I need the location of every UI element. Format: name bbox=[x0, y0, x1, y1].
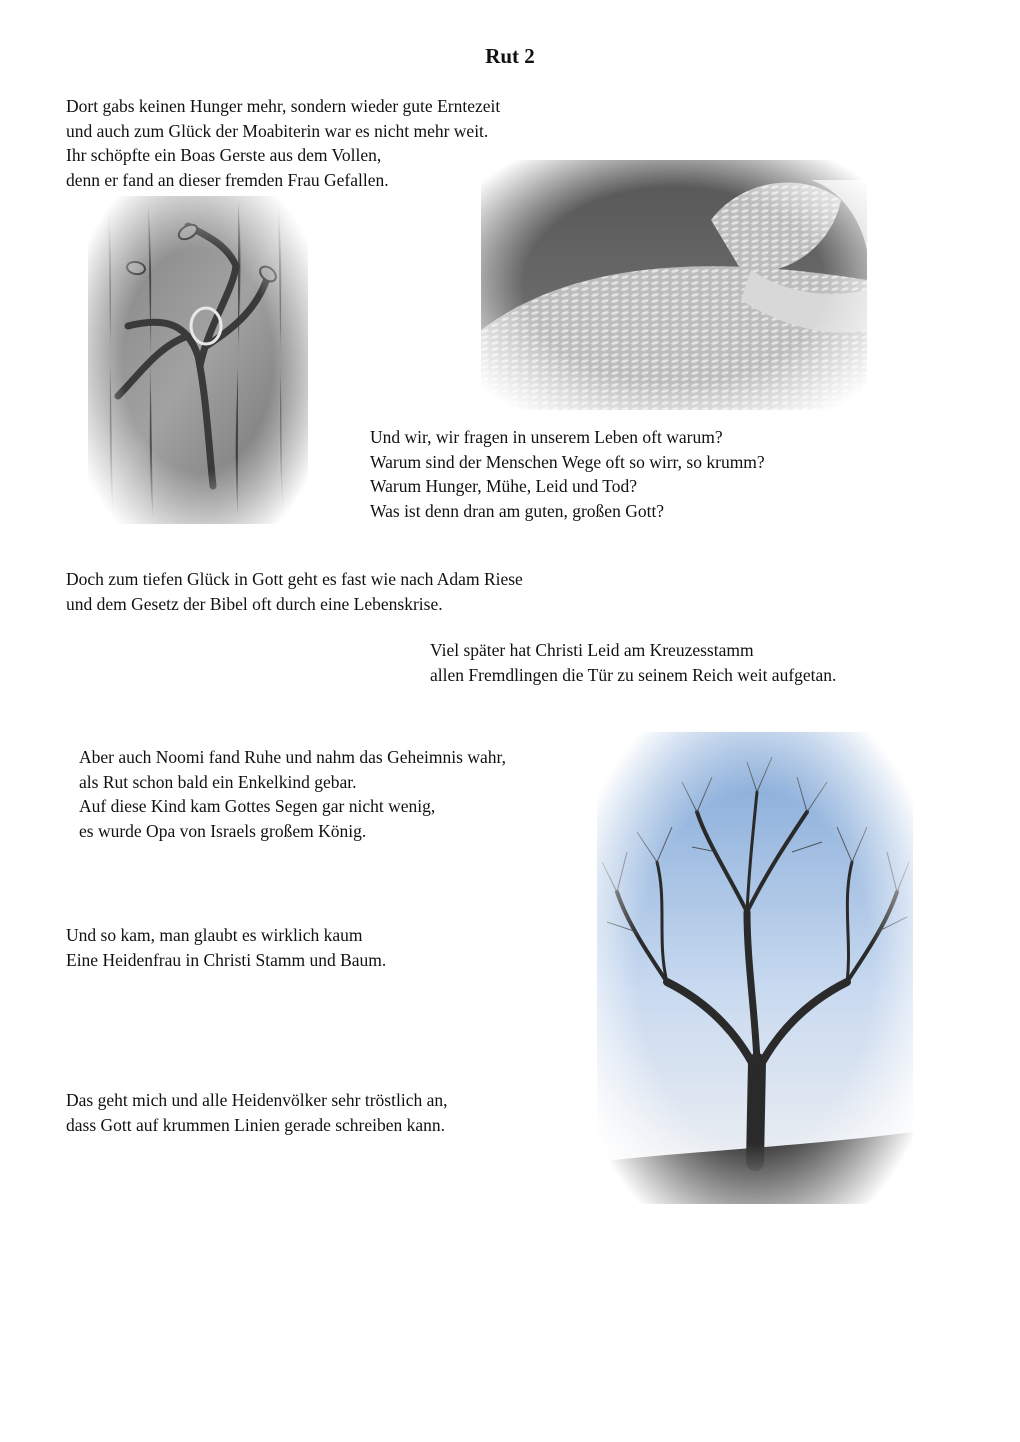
stanza-line: Aber auch Noomi fand Ruhe und nahm das Geheimnis wahr, bbox=[79, 747, 506, 767]
stanza-line: Ihr schöpfte ein Boas Gerste aus dem Vollen, bbox=[66, 145, 382, 165]
stanza-line: Warum sind der Menschen Wege oft so wirr, so krumm? bbox=[370, 451, 765, 472]
stanza-2 bbox=[370, 425, 765, 523]
stanza-line: es wurde Opa von Israels großem König. bbox=[79, 820, 367, 841]
stanza-line: Und wir, wir fragen in unserem Leben oft warum? bbox=[370, 427, 723, 447]
stanza-line: als Rut schon bald ein Enkelkind gebar. bbox=[79, 771, 357, 792]
stanza-line: dass Gott auf krummen Linien gerade schreiben kann. bbox=[66, 1114, 446, 1135]
stanza-line: Viel später hat Christi Leid am Kreuzesstamm bbox=[430, 640, 754, 660]
stanza-line: Eine Heidenfrau in Christi Stamm und Baum. bbox=[66, 949, 387, 970]
stanza-line: Warum Hunger, Mühe, Leid und Tod? bbox=[370, 476, 638, 496]
page-title: Rut 2 bbox=[485, 44, 535, 68]
stanza-line: allen Fremdlingen die Tür zu seinem Reich weit aufgetan. bbox=[430, 664, 837, 685]
stanza-line: und auch zum Glück der Moabiterin war es nicht mehr weit. bbox=[66, 120, 489, 141]
stanza-5 bbox=[79, 745, 506, 843]
stanza-line: Dort gabs keinen Hunger mehr, sondern wieder gute Erntezeit bbox=[66, 96, 501, 116]
stanza-4 bbox=[430, 638, 836, 687]
stanza-line: Was ist denn dran am guten, großen Gott? bbox=[370, 500, 665, 521]
stanza-line: Auf diese Kind kam Gottes Segen gar nicht wenig, bbox=[79, 796, 436, 816]
stanza-line: Das geht mich und alle Heidenvölker sehr tröstlich an, bbox=[66, 1090, 448, 1110]
stanza-line: denn er fand an dieser fremden Frau Gefallen. bbox=[66, 169, 389, 190]
stanza-3 bbox=[66, 567, 523, 616]
grain-in-hands-image bbox=[481, 160, 867, 410]
wood-carving-image bbox=[88, 196, 308, 524]
stanza-line: Und so kam, man glaubt es wirklich kaum bbox=[66, 925, 363, 945]
stanza-6 bbox=[66, 923, 386, 972]
stanza-7 bbox=[66, 1088, 448, 1137]
bare-tree-image bbox=[597, 732, 913, 1204]
stanza-line: Doch zum tiefen Glück in Gott geht es fast wie nach Adam Riese bbox=[66, 569, 523, 589]
stanza-1 bbox=[66, 94, 500, 192]
stanza-line: und dem Gesetz der Bibel oft durch eine Lebenskrise. bbox=[66, 593, 443, 614]
